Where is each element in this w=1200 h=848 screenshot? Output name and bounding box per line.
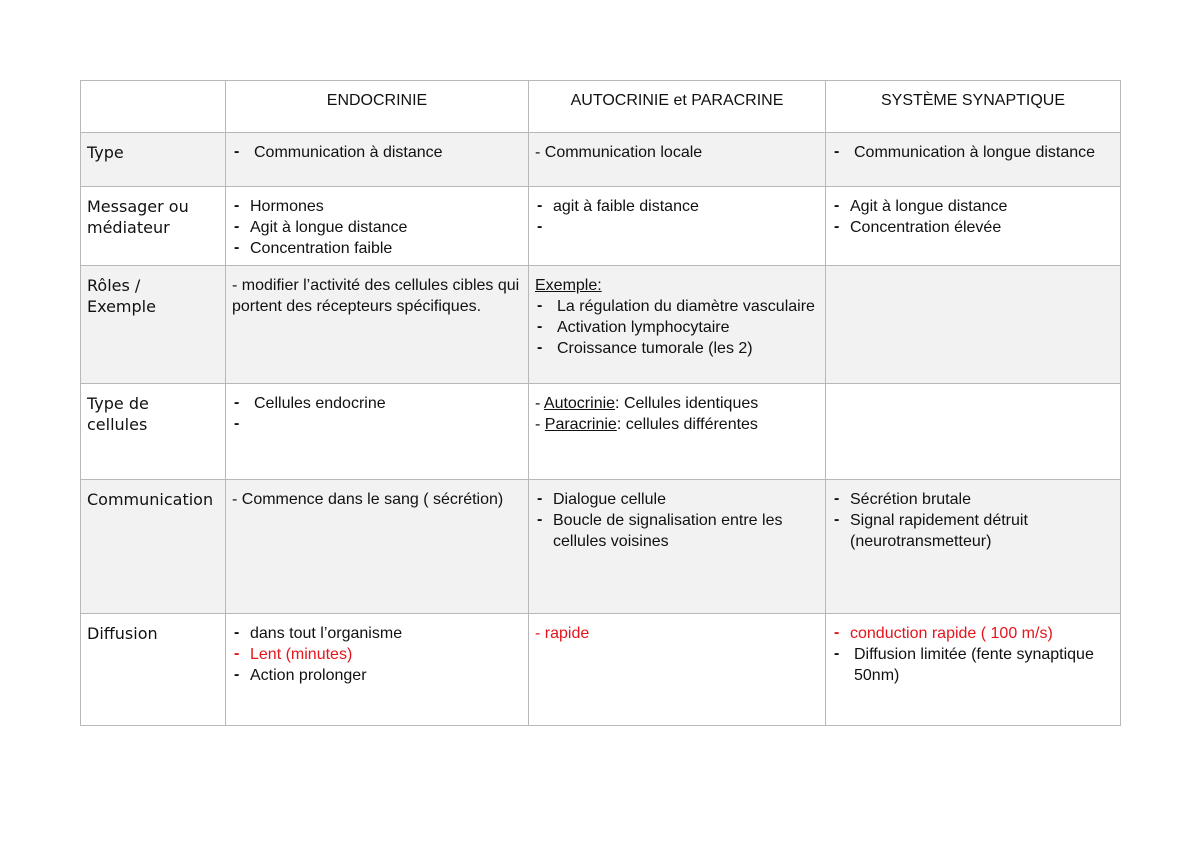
cell-type-autocrinie	[529, 133, 826, 187]
cell-communication-endocrinie	[226, 480, 529, 614]
header-systeme-synaptique: SYSTÈME SYNAPTIQUE	[826, 81, 1121, 133]
cell-diffusion-endocrinie	[226, 614, 529, 726]
list-item: - Commence dans le sang ( sécrétion)	[232, 491, 504, 508]
list-item: - Agit à longue distance	[832, 196, 1114, 217]
comparison-table	[80, 80, 1121, 726]
list-item: - Cellules endocrine	[232, 393, 522, 414]
cell-roles-synaptique	[826, 266, 1121, 384]
table-row-type-cellules	[81, 384, 1121, 480]
paracrinie-term: Paracrinie	[544, 416, 617, 433]
table-row-diffusion	[81, 614, 1121, 726]
list-item: - Concentration faible	[232, 238, 522, 259]
cell-cellules-endocrinie	[226, 384, 529, 480]
cell-messager-autocrinie	[529, 187, 826, 266]
list-item: - Diffusion limitée (fente synaptique 50nm)	[832, 644, 1114, 686]
list-item: - Communication à longue distance	[832, 142, 1114, 163]
list-item: - Signal rapidement détruit (neurotransmetteur)	[832, 510, 1114, 552]
cell-cellules-synaptique	[826, 384, 1121, 480]
header-endocrinie: ENDOCRINIE	[226, 81, 529, 133]
list-item: - dans tout l’organisme	[232, 623, 522, 644]
cell-communication-autocrinie	[529, 480, 826, 614]
cell-messager-synaptique	[826, 187, 1121, 266]
list-item: - La régulation du diamètre vasculaire	[535, 296, 819, 317]
cell-type-endocrinie	[226, 133, 529, 187]
cell-cellules-autocrinie	[529, 384, 826, 480]
row-label-communication: Communication	[81, 480, 226, 614]
list-item: - Agit à longue distance	[232, 217, 522, 238]
list-item: - Activation lymphocytaire	[535, 317, 819, 338]
list-item: - Boucle de signalisation entre les cellules voisines	[535, 510, 819, 552]
row-label-type-cellules: Type de cellules	[81, 384, 226, 480]
cell-roles-autocrinie	[529, 266, 826, 384]
autocrinie-term: Autocrinie	[543, 395, 616, 412]
header-empty-cell	[81, 81, 226, 133]
table-row-roles	[81, 266, 1121, 384]
header-row	[81, 81, 1121, 133]
list-item-highlighted: - conduction rapide ( 100 m/s)	[832, 623, 1114, 644]
cell-type-synaptique	[826, 133, 1121, 187]
list-item	[535, 217, 819, 238]
cell-communication-synaptique	[826, 480, 1121, 614]
list-item: - Autocrinie: Cellules identiques	[535, 395, 759, 412]
list-item-highlighted: - rapide	[535, 625, 590, 642]
cell-messager-endocrinie	[226, 187, 529, 266]
cell-diffusion-autocrinie	[529, 614, 826, 726]
table-row-messager	[81, 187, 1121, 266]
row-label-diffusion: Diffusion	[81, 614, 226, 726]
cell-diffusion-synaptique	[826, 614, 1121, 726]
list-item: - agit à faible distance	[535, 196, 819, 217]
example-heading: Exemple:	[535, 277, 602, 294]
list-item	[232, 414, 522, 435]
list-item: - Hormones	[232, 196, 522, 217]
list-item: - Communication à distance	[232, 142, 522, 163]
list-item-highlighted: - Lent (minutes)	[232, 644, 522, 665]
list-item: - Dialogue cellule	[535, 489, 819, 510]
list-item: - Sécrétion brutale	[832, 489, 1114, 510]
list-item: - modifier l’activité des cellules cibles qui portent des récepteurs spécifiques.	[232, 277, 520, 315]
row-label-type: Type	[81, 133, 226, 187]
list-item: - Concentration élevée	[832, 217, 1114, 238]
list-item: - Croissance tumorale (les 2)	[535, 338, 819, 359]
table-row-type	[81, 133, 1121, 187]
row-label-roles: Rôles / Exemple	[81, 266, 226, 384]
list-item: - Paracrinie: cellules différentes	[535, 416, 758, 433]
table-row-communication	[81, 480, 1121, 614]
row-label-messager: Messager ou médiateur	[81, 187, 226, 266]
list-item: - Action prolonger	[232, 665, 522, 686]
cell-roles-endocrinie	[226, 266, 529, 384]
header-autocrinie-paracrine: AUTOCRINIE et PARACRINE	[529, 81, 826, 133]
list-item: - Communication locale	[535, 144, 703, 161]
